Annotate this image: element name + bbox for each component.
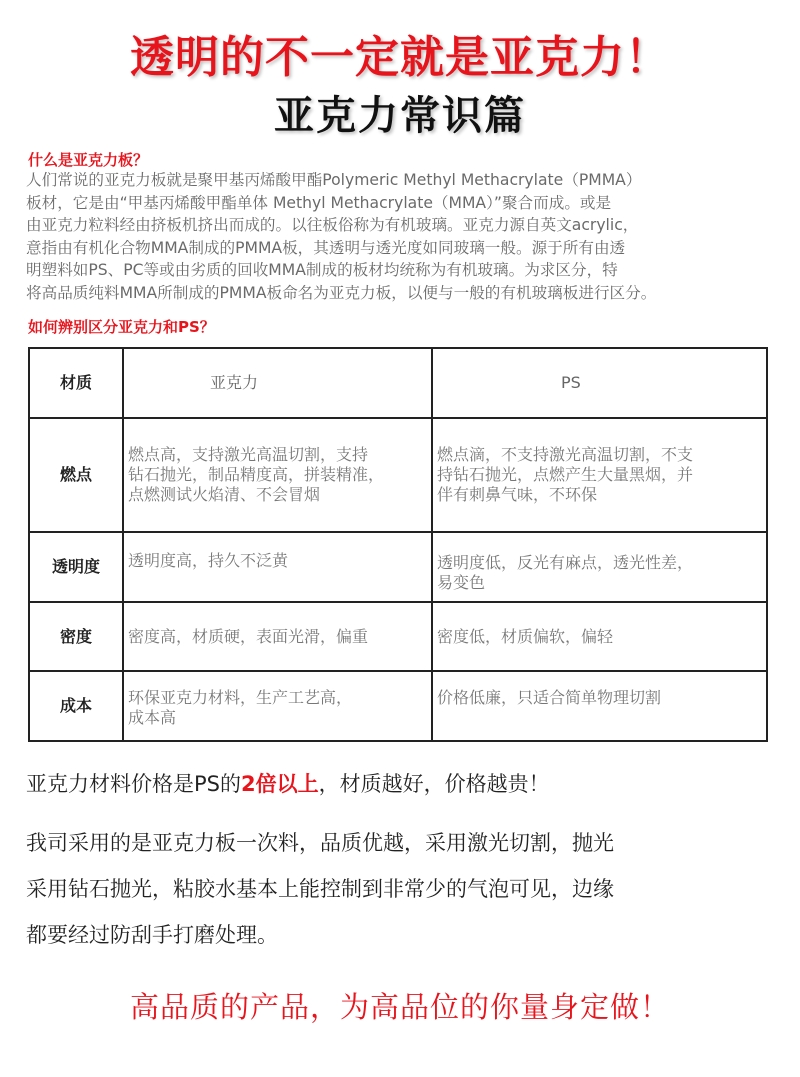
company-note-line: 采用钻石抛光，粘胶水基本上能控制到非常少的气泡可见，边缘 [26,877,614,901]
company-note-line: 都要经过防刮手打磨处理。 [26,923,278,947]
cell-line: 密度低，材质偏软，偏轻 [437,626,614,646]
price-note-highlight: 2倍以上 [241,772,319,796]
acrylic-cell [123,671,432,741]
company-note [26,823,796,961]
row-label: 密度 [29,602,123,671]
cell-line: 成本高 [128,708,177,727]
intro-line: 将高品质纯料MMA所制成的PMMA板命名为亚克力板，以便与一般的有机玻璃板进行区分。 [26,283,657,302]
row-label: 燃点 [29,418,123,532]
cell-line: 环保亚克力材料，生产工艺高， [128,688,353,707]
cell-line: 伴有刺鼻气味，不环保 [437,485,598,504]
intro-line: 由亚克力粒料经由挤板机挤出而成的。以往板俗称为有机玻璃。亚克力源自英文acrylic， [26,216,639,234]
cell-line: 燃点滴，不支持激光高温切割，不支 [437,445,694,464]
intro-line: 明塑料如PS、PC等或由劣质的回收MMA制成的板材均统称为有机玻璃。为求区分，特 [26,261,618,279]
cell-line: 钻石抛光，制品精度高，拼装精准， [128,465,385,484]
header-ps: PS [432,348,767,418]
table-header-row [29,348,767,418]
intro-line: 意指由有机化合物MMA制成的PMMA板，其透明与透光度如同玻璃一般。源于所有由透 [26,238,626,257]
cell-line: 点燃测试火焰清、不会冒烟 [128,485,321,504]
cell-line: 透明度高，持久不泛黄 [128,551,289,570]
row-label: 透明度 [29,532,123,602]
price-note-after: ，材质越好，价格越贵！ [318,772,550,796]
page-title: 亚克力常识篇 [274,93,526,139]
cell-line: 燃点高，支持激光高温切割，支持 [128,445,369,464]
footer-slogan: 高品质的产品，为高品位的你量身定做！ [129,990,670,1024]
cell-line: 易变色 [437,573,486,592]
cell-line: 透明度低，反光有麻点，透光性差， [437,553,694,572]
comparison-table [28,347,768,742]
price-note-before: 亚克力材料价格是PS的 [26,772,241,796]
header-material: 材质 [29,348,123,418]
row-label: 成本 [29,671,123,741]
price-note [26,772,796,796]
headline: 透明的不一定就是亚克力！ [130,32,670,83]
ps-cell [432,532,767,602]
cell-line: 持钻石抛光，点燃产生大量黑烟，并 [437,465,694,484]
question-what-is-acrylic: 什么是亚克力板？ [28,151,149,169]
acrylic-cell [123,532,432,602]
ps-cell [432,418,767,532]
table-row [29,418,767,532]
company-note-line: 我司采用的是亚克力板一次料，品质优越，采用激光切割，抛光 [26,831,614,855]
ps-cell [432,602,767,671]
acrylic-cell [123,602,432,671]
ps-cell [432,671,767,741]
acrylic-cell [123,418,432,532]
question-how-to-distinguish: 如何辨别区分亚克力和PS？ [28,318,215,336]
header-acrylic: 亚克力 [123,348,432,418]
cell-line: 价格低廉，只适合简单物理切割 [437,688,662,707]
table-row [29,671,767,741]
cell-line: 密度高，材质硬，表面光滑，偏重 [128,626,369,646]
intro-paragraph [26,169,796,304]
intro-line: 板材，它是由“甲基丙烯酸甲酯单体 Methyl Methacrylate（MMA）”聚合而成。或是 [26,193,612,212]
table-row [29,532,767,602]
intro-line: 人们常说的亚克力板就是聚甲基丙烯酸甲酯Polymeric Methyl Methacrylate（PMMA） [26,171,642,189]
table-row [29,602,767,671]
